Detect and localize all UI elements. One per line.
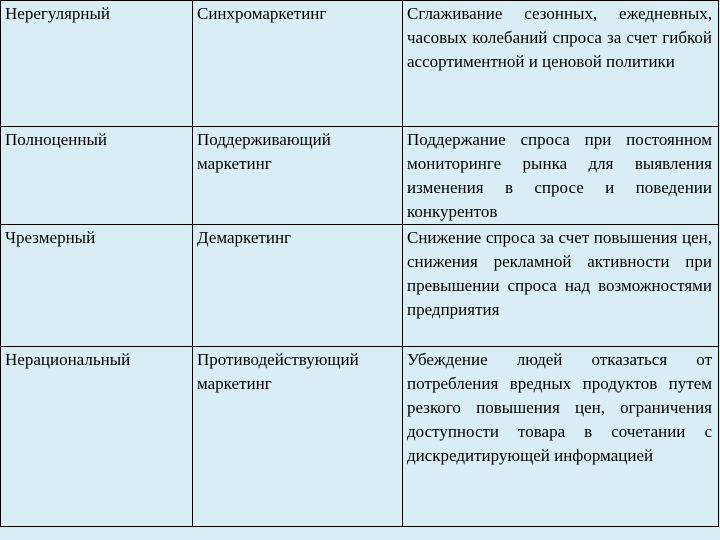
demand-type-cell: Нерациональный	[1, 347, 193, 527]
marketing-type-cell: Поддерживающий маркетинг	[193, 127, 403, 225]
marketing-type-cell: Синхромаркетинг	[193, 1, 403, 127]
description-cell: Поддержание спроса при постоянном мониторинге рынка для выявления изменения в спросе и поведении конкурентов	[403, 127, 719, 225]
demand-type-cell: Чрезмерный	[1, 225, 193, 347]
table-row	[1, 127, 719, 225]
marketing-type-cell: Демаркетинг	[193, 225, 403, 347]
description-cell: Снижение спроса за счет повышения цен, снижения рекламной активности при превышении спроса над возможностями предприятия	[403, 225, 719, 347]
table-row	[1, 347, 719, 527]
description-cell: Сглаживание сезонных, ежедневных, часовых колебаний спроса за счет гибкой ассортиментной и ценовой политики	[403, 1, 719, 127]
description-cell: Убеждение людей отказаться от потребления вредных продуктов путем резкого повышения цен, ограничения доступности товара в сочетании с дискредитирующей информацией	[403, 347, 719, 527]
demand-type-cell: Полноценный	[1, 127, 193, 225]
marketing-type-cell: Противодействующий маркетинг	[193, 347, 403, 527]
demand-type-cell: Нерегулярный	[1, 1, 193, 127]
table-row	[1, 225, 719, 347]
table-row	[1, 1, 719, 127]
